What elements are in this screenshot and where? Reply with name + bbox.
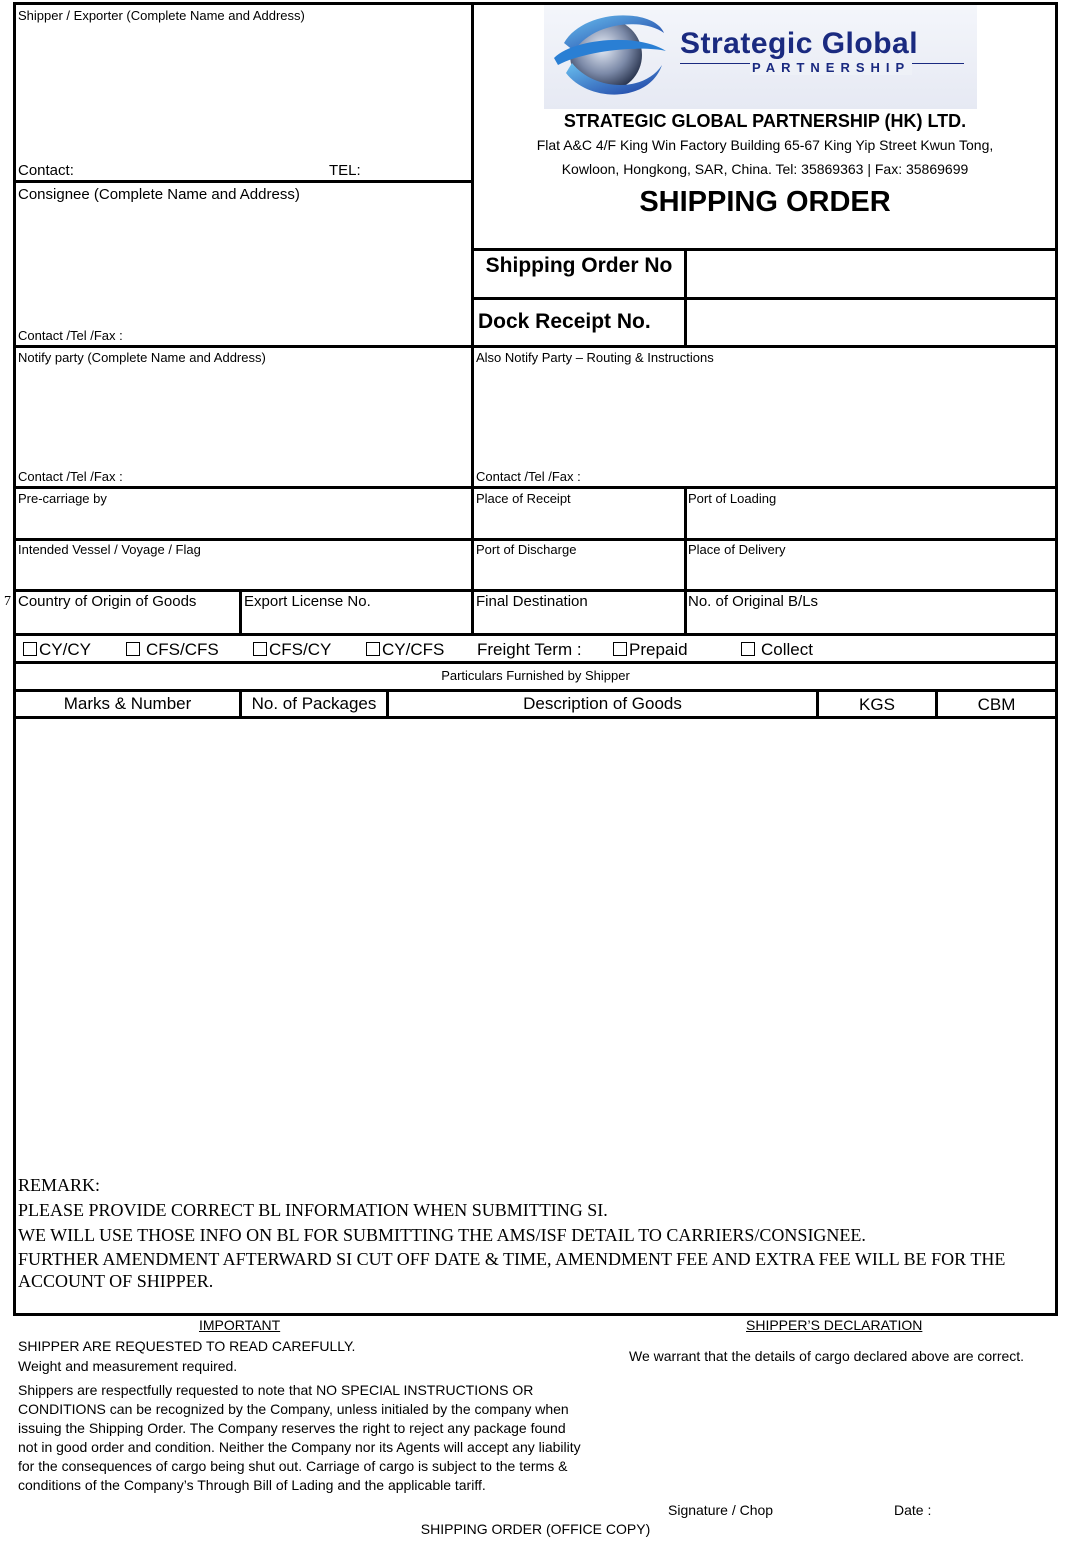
place-of-delivery-label: Place of Delivery [688,542,786,557]
remark-line-3: FURTHER AMENDMENT AFTERWARD SI CUT OFF DATE & TIME, AMENDMENT FEE AND EXTRA FEE WILL BE FOR THE [18,1249,1006,1269]
shipper-address-area[interactable] [18,26,466,156]
remark-line-2: WE WILL USE THOSE INFO ON BL FOR SUBMITTING THE AMS/ISF DETAIL TO CARRIERS/CONSIGNEE. [18,1225,866,1245]
shipper-label: Shipper / Exporter (Complete Name and Address) [18,8,305,23]
final-destination-label: Final Destination [476,593,588,610]
important-para-6: conditions of the Company’s Through Bill of Lading and the applicable tariff. [18,1477,486,1493]
column-description: Description of Goods [523,694,682,713]
important-line-2: Weight and measurement required. [18,1358,238,1374]
important-heading: IMPORTANT [199,1317,281,1333]
remark-line-1: PLEASE PROVIDE CORRECT BL INFORMATION WHEN SUBMITTING SI. [18,1200,608,1220]
consignee-label: Consignee (Complete Name and Address) [18,186,300,203]
important-para-2: CONDITIONS can be recognized by the Company, unless initialed by the company when [18,1401,569,1417]
option-prepaid-label: Prepaid [629,640,688,659]
footer-copy-label: SHIPPING ORDER (OFFICE COPY) [420,1521,651,1537]
company-address-line2: Kowloon, Hongkong, SAR, China. Tel: 35869363 | Fax: 35869699 [561,161,969,177]
shipper-tel-label: TEL: [329,162,361,179]
notify-party-area[interactable] [18,368,466,463]
option-collect-label: Collect [761,640,813,659]
freight-term-label: Freight Term : [477,640,582,659]
option-collect[interactable] [741,640,813,659]
checkbox-cy-cfs[interactable] [366,642,380,656]
declaration-text: We warrant that the details of cargo declared above are correct. [629,1348,1025,1364]
shipping-order-no-field[interactable] [690,253,1052,295]
also-notify-area[interactable] [476,368,1051,463]
important-para-3: issuing the Shipping Order. The Company reserves the right to reject any package found [18,1420,566,1436]
also-notify-label: Also Notify Party – Routing & Instructions [476,350,714,365]
company-logo [544,3,977,109]
checkbox-cfs-cy[interactable] [253,642,267,656]
option-cy-cfs-label: CY/CFS [382,640,445,659]
checkbox-collect[interactable] [741,642,755,656]
shipping-order-no-label [476,252,682,296]
shipper-contact-label: Contact: [18,162,74,179]
option-cfs-cy-label: CFS/CY [269,640,332,659]
particulars-title: Particulars Furnished by Shipper [441,668,630,683]
company-address-line1: Flat A&C 4/F King Win Factory Building 65-67 King Yip Street Kwun Tong, [536,137,994,153]
remark-title: REMARK: [18,1175,101,1195]
important-line-1: SHIPPER ARE REQUESTED TO READ CAREFULLY. [18,1338,356,1354]
option-cfs-cfs-label: CFS/CFS [146,640,219,659]
column-no-of-packages: No. of Packages [251,694,377,713]
important-para-4: not in good order and condition. Neither the Company nor its Agents will accept any liability [18,1439,581,1455]
goods-entry-area[interactable] [16,720,1055,1170]
option-cfs-cy[interactable] [253,640,331,659]
option-cy-cy-label: CY/CY [39,640,91,659]
company-name: STRATEGIC GLOBAL PARTNERSHIP (HK) LTD. [563,111,967,131]
notify-party-label: Notify party (Complete Name and Address) [18,350,266,365]
declaration-heading: SHIPPER’S DECLARATION [746,1317,923,1333]
document-title: SHIPPING ORDER [639,186,891,218]
consignee-address-area[interactable] [18,206,466,321]
intended-vessel-label: Intended Vessel / Voyage / Flag [18,542,201,557]
option-cfs-cfs[interactable] [126,640,219,659]
also-notify-contact-label: Contact /Tel /Fax : [476,469,581,484]
column-cbm: CBM [977,695,1016,714]
checkbox-cfs-cfs[interactable] [126,642,140,656]
port-of-discharge-label: Port of Discharge [476,542,577,557]
dock-receipt-label: Dock Receipt No. [478,310,651,333]
pre-carriage-label: Pre-carriage by [18,491,107,506]
option-prepaid[interactable] [613,640,688,659]
important-para-5: for the consequences of cargo being shut out. Carriage of cargo is subject to the terms & [18,1458,568,1474]
column-marks-number: Marks & Number [63,694,192,713]
notify-contact-label: Contact /Tel /Fax : [18,469,123,484]
logo-brand-name: Strategic Global [680,27,919,60]
original-bls-label: No. of Original B/Ls [688,593,819,610]
remark-line-4: ACCOUNT OF SHIPPER. [18,1271,214,1291]
dock-receipt-field[interactable] [690,302,1052,344]
option-cy-cy[interactable] [23,640,91,659]
signature-label: Signature / Chop [668,1502,774,1518]
checkbox-cy-cy[interactable] [23,642,37,656]
port-of-loading-label: Port of Loading [688,491,777,506]
place-of-receipt-label: Place of Receipt [476,491,571,506]
important-para-1: Shippers are respectfully requested to note that NO SPECIAL INSTRUCTIONS OR [18,1382,534,1398]
shipping-order-no-text: Shipping Order No [485,254,673,277]
option-cy-cfs[interactable] [366,640,444,659]
export-license-label: Export License No. [244,593,371,610]
margin-mark: 7 [4,594,11,609]
column-kgs: KGS [859,695,895,714]
country-of-origin-label: Country of Origin of Goods [18,593,197,610]
checkbox-prepaid[interactable] [613,642,627,656]
logo-tagline: PARTNERSHIP [752,60,911,75]
consignee-contact-label: Contact /Tel /Fax : [18,328,123,343]
date-label: Date : [894,1502,932,1518]
